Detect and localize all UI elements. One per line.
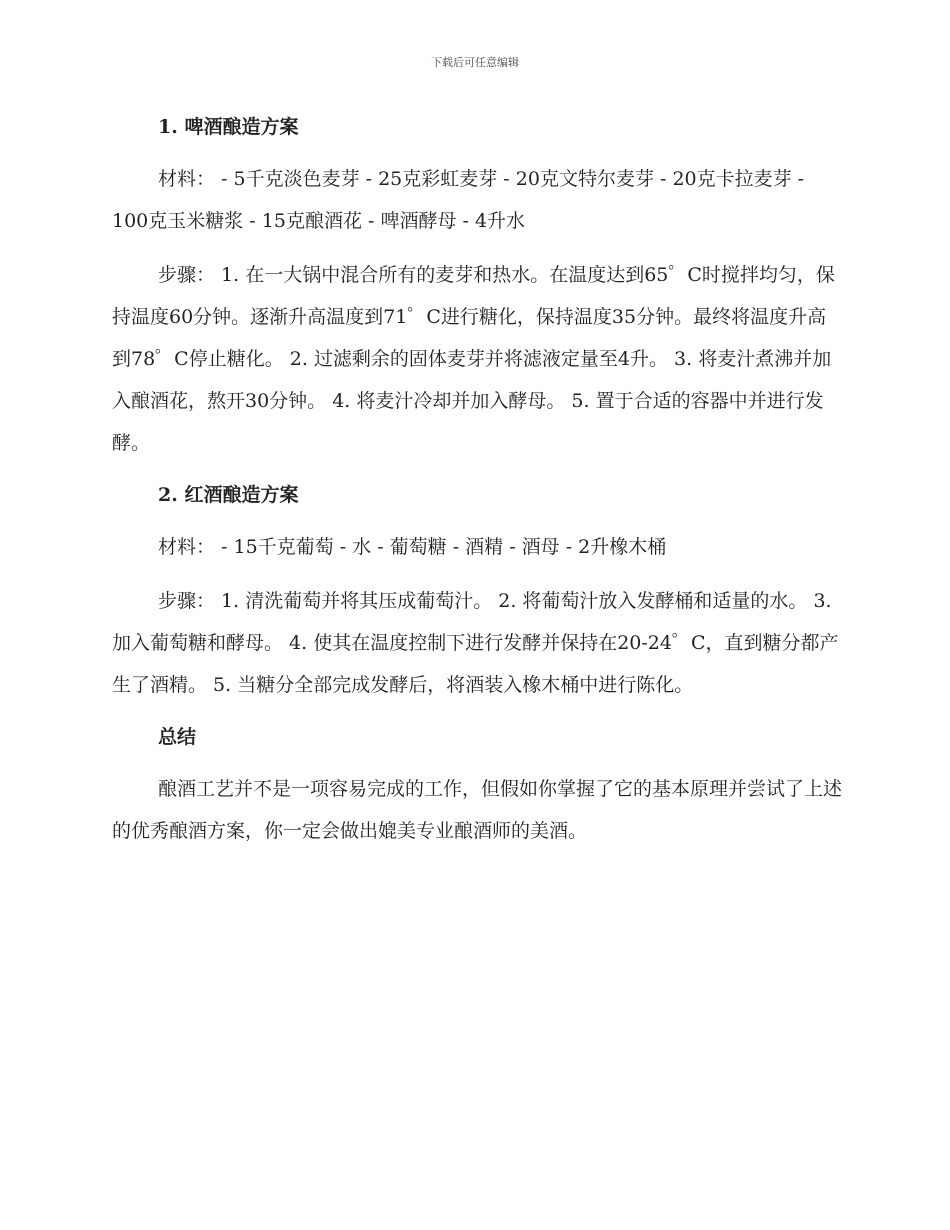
wine-steps: 步骤： 1. 清洗葡萄并将其压成葡萄汁。 2. 将葡萄汁放入发酵桶和适量的水。 3. 加入葡萄糖和酵母。 4. 使其在温度控制下进行发酵并保持在20-24゜C，直到糖分都产生了酒精。 5. 当糖分全部完成发酵后，将酒装入橡木桶中进行陈化。	[112, 590, 839, 696]
beer-section-heading: 1. 啤酒酿造方案	[158, 116, 299, 138]
document-body	[112, 108, 842, 864]
wine-materials: 材料： - 15千克葡萄 - 水 - 葡萄糖 - 酒精 - 酒母 - 2升橡木桶	[158, 536, 667, 558]
summary-text: 酿酒工艺并不是一项容易完成的工作，但假如你掌握了它的基本原理并尝试了上述的优秀酿酒方案，你一定会做出媲美专业酿酒师的美酒。	[112, 778, 843, 842]
beer-materials: 材料： - 5千克淡色麦芽 - 25克彩虹麦芽 - 20克文特尔麦芽 - 20克卡拉麦芽 - 100克玉米糖浆 - 15克酿酒花 - 啤酒酵母 - 4升水	[112, 168, 805, 232]
beer-steps: 步骤： 1. 在一大锅中混合所有的麦芽和热水。在温度达到65゜C时搅拌均匀，保持温度60分钟。逐渐升高温度到71゜C进行糖化，保持温度35分钟。最终将温度升高到78゜C停止糖化。 2. 过滤剩余的固体麦芽并将滤液定量至4升。 3. 将麦汁煮沸并加入酿酒花，熬开30分钟。 4. 将麦汁冷却并加入酵母。 5. 置于合适的容器中并进行发酵。	[112, 264, 835, 454]
page-header: 下载后可任意编辑	[431, 56, 519, 69]
summary-heading: 总结	[158, 726, 197, 748]
wine-section-heading: 2. 红酒酿造方案	[158, 484, 299, 506]
